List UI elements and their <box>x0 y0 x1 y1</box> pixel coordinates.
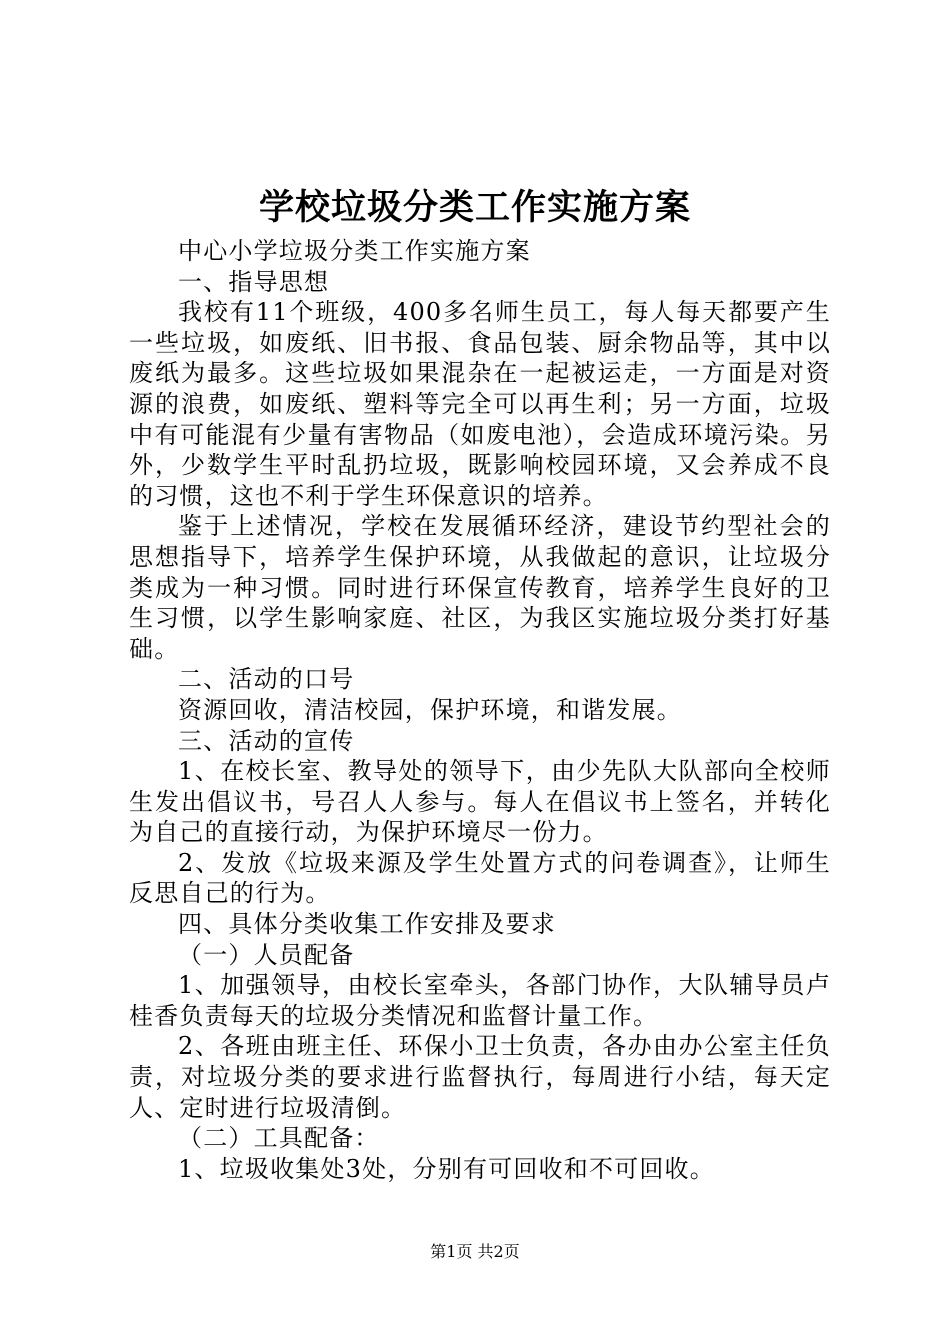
section-heading: 一、指导思想 <box>178 267 330 296</box>
paragraph: 2、各班由班主任、环保小卫士负责，各办由办公室主任负责，对垃圾分类的要求进行监督执行，每周进行小结，每天定人、定时进行垃圾清倒。 <box>129 1032 831 1122</box>
paragraph: 中心小学垃圾分类工作实施方案 <box>178 237 531 265</box>
paragraph: 1、垃圾收集处3处，分别有可回收和不可回收。 <box>178 1154 715 1183</box>
paragraph: 资源回收，清洁校园，保护环境，和谐发展。 <box>178 695 682 724</box>
section-heading: 二、活动的口号 <box>178 665 355 694</box>
section-heading: 三、活动的宣传 <box>178 726 355 755</box>
paragraph: 1、加强领导，由校长室牵头，各部门协作，大队辅导员卢桂香负责每天的垃圾分类情况和监督计量工作。 <box>129 971 831 1030</box>
paragraph: 鉴于上述情况，学校在发展循环经济，建设节约型社会的思想指导下，培养学生保护环境，从我做起的意识，让垃圾分类成为一种习惯。同时进行环保宣传教育，培养学生良好的卫生习惯，以学生影响家庭、社区，为我区实施垃圾分类打好基础。 <box>129 512 831 663</box>
paragraph: 我校有11个班级，400多名师生员工，每人每天都要产生一些垃圾，如废纸、旧书报、食品包装、厨余物品等，其中以废纸为最多。这些垃圾如果混杂在一起被运走，一方面是对资源的浪费，如废纸、塑料等完全可以再生利；另一方面，垃圾中有可能混有少量有害物品（如废电池），会造成环境污染。另外，少数学生平时乱扔垃圾，既影响校园环境，又会养成不良的习惯，这也不利于学生环保意识的培养。 <box>129 298 831 510</box>
document-title: 学校垃圾分类工作实施方案 <box>258 187 691 228</box>
page-number-footer: 第1页 共2页 <box>430 1242 520 1261</box>
paragraph: 2、发放《垃圾来源及学生处置方式的问卷调查》，让师生反思自己的行为。 <box>129 848 831 908</box>
document-body <box>129 236 831 1184</box>
section-heading: 四、具体分类收集工作安排及要求 <box>178 910 556 939</box>
paragraph: 1、在校长室、教导处的领导下，由少先队大队部向全校师生发出倡议书，号召人人参与。每人在倡议书上签名，并转化为自己的直接行动，为保护环境尽一份力。 <box>129 757 831 847</box>
subsection-heading: （二）工具配备： <box>178 1124 380 1153</box>
subsection-heading: （一）人员配备 <box>178 940 355 969</box>
